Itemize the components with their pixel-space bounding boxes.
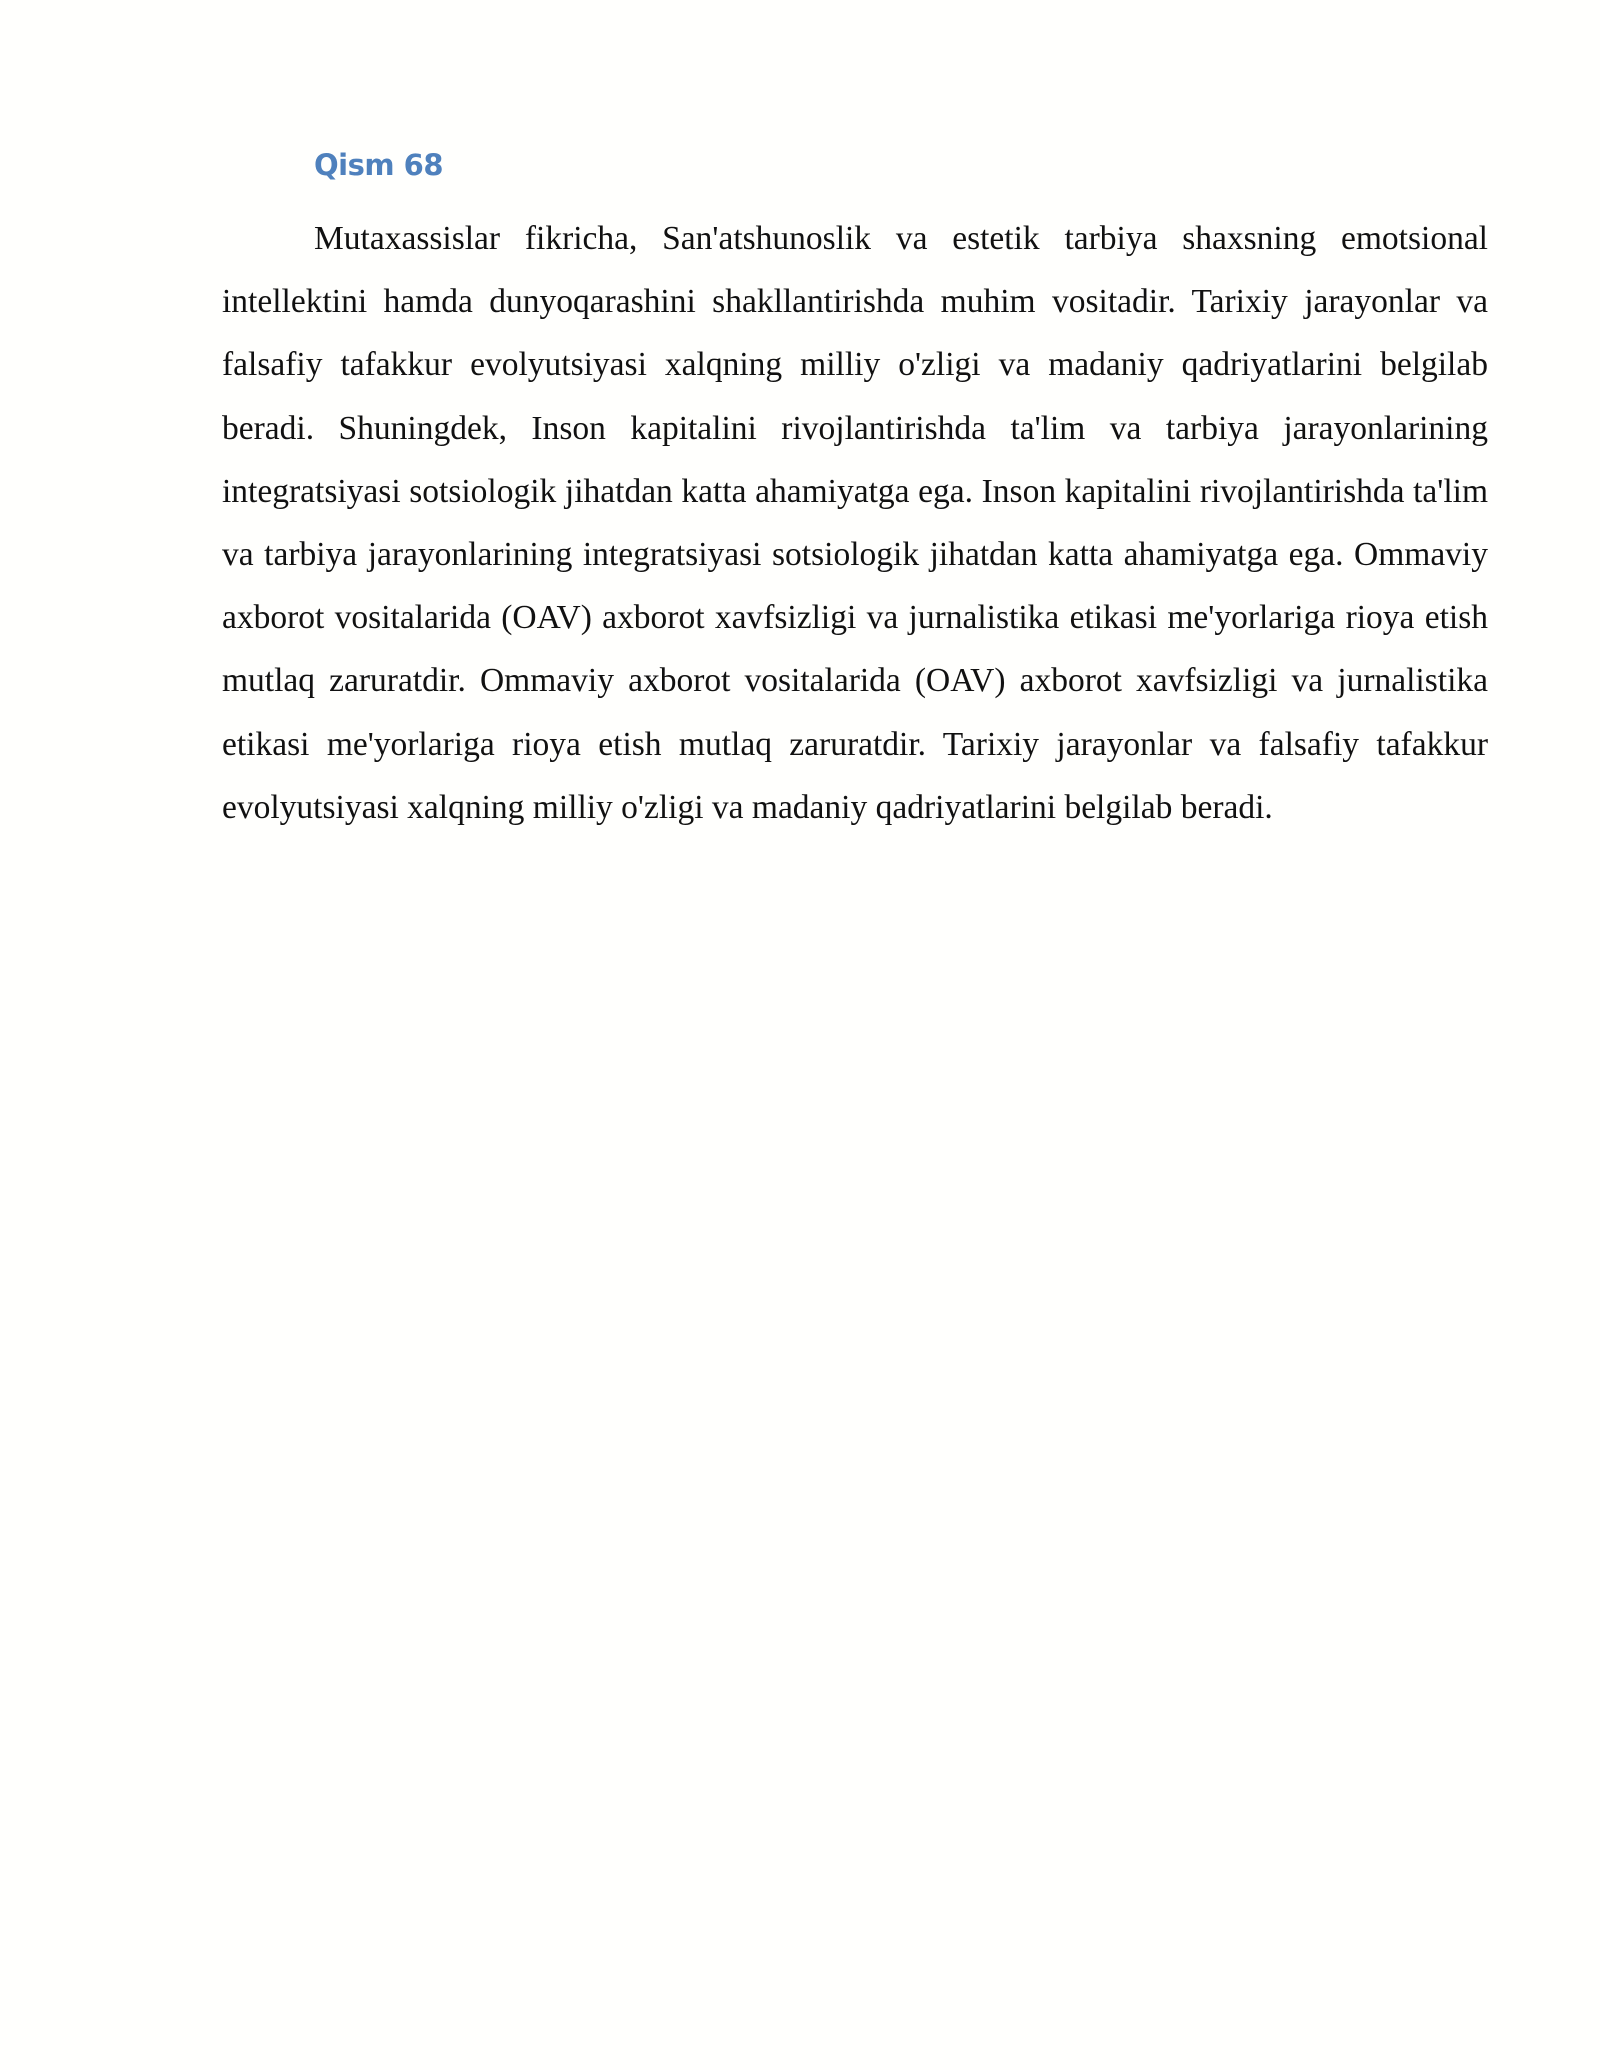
section-heading: Qism 68 bbox=[314, 148, 444, 182]
body-paragraph: Mutaxassislar fikricha, San'atshunoslik va estetik tarbiya shaxsning emotsional intellektini hamda dunyoqarashini shakllantirishda muhim vositadir. Tarixiy jarayonlar va falsafiy tafakkur evolyutsiyasi xalqning milliy o'zligi va madaniy qadriyatlarini belgilab beradi. Shuningdek, Inson kapitalini rivojlantirishda ta'lim va tarbiya jarayonlarining integratsiyasi sotsiologik jihatdan katta ahamiyatga ega. Inson kapitalini rivojlantirishda ta'lim va tarbiya jarayonlarining integratsiyasi sotsiologik jihatdan katta ahamiyatga ega. Ommaviy axborot vositalarida (OAV) axborot xavfsizligi va jurnalistika etikasi me'yorlariga rioya etish mutlaq zaruratdir. Ommaviy axborot vositalarida (OAV) axborot xavfsizligi va jurnalistika etikasi me'yorlariga rioya etish mutlaq zaruratdir. Tarixiy jarayonlar va falsafiy tafakkur evolyutsiyasi xalqning milliy o'zligi va madaniy qadriyatlarini belgilab beradi. bbox=[222, 220, 1488, 826]
